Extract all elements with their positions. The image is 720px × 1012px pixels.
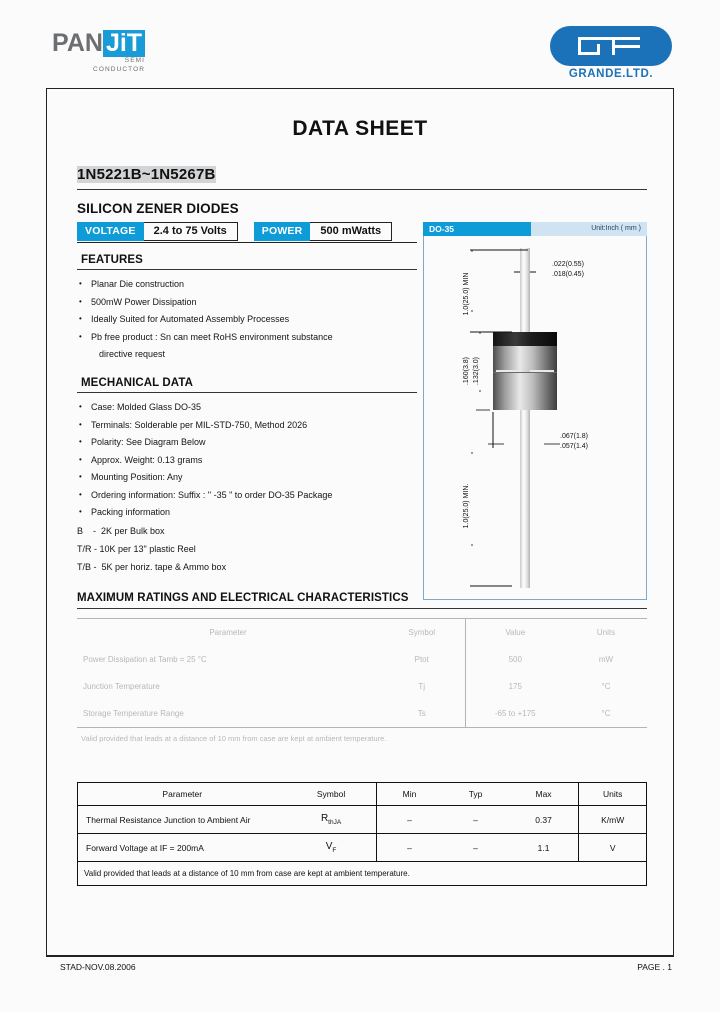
dim-body-len-min: .132(3.0) <box>473 356 480 386</box>
cell-min: – <box>376 806 442 834</box>
cell-units: K/mW <box>579 806 646 834</box>
column-header-max: Max <box>509 783 579 806</box>
list-item: • 500mW Power Dissipation <box>77 294 417 312</box>
mechanical-data-block <box>77 377 417 576</box>
table-note-row <box>77 728 647 746</box>
table-note-row <box>78 862 646 886</box>
panjit-logo <box>52 30 145 74</box>
table-header-row <box>77 619 647 647</box>
table-row <box>77 646 647 673</box>
power-badge-label: POWER <box>254 222 311 241</box>
spec-badges <box>77 222 392 241</box>
product-title: SILICON ZENER DIODES <box>77 201 239 216</box>
list-item: T/B - 5K per horiz. tape & Ammo box <box>77 561 227 572</box>
part-number-heading <box>77 166 216 183</box>
table-body <box>77 646 647 745</box>
panjit-sub-conductor: CONDUCTOR <box>93 66 146 73</box>
column-header-units: Units <box>596 628 616 637</box>
cell-symbol: Tj <box>379 673 465 700</box>
column-header-units: Units <box>579 783 646 806</box>
grande-p-bar <box>612 37 640 40</box>
cell-symbol: Ts <box>379 700 465 728</box>
column-header-parameter: Parameter <box>78 783 287 806</box>
cell-units: V <box>579 834 646 862</box>
cell-symbol: Ptot <box>379 646 465 673</box>
page-header <box>0 0 720 88</box>
list-item: • Mounting Position: Any <box>77 469 417 487</box>
table-header <box>78 783 646 806</box>
list-item: • Case: Molded Glass DO-35 <box>77 399 417 417</box>
divider-under-badges <box>77 242 417 243</box>
power-badge-value: 500 mWatts <box>310 222 392 241</box>
voltage-badge-value: 2.4 to 75 Volts <box>144 222 238 241</box>
table-row <box>78 806 646 834</box>
ratings-table-a <box>77 618 647 745</box>
list-item: • Ordering information: Suffix : " -35 " to order DO-35 Package <box>77 487 417 505</box>
grande-badge-shape <box>550 26 672 66</box>
panjit-sub-semi: SEMI <box>124 57 146 64</box>
grande-g-bar <box>578 37 612 40</box>
page-title: DATA SHEET <box>292 117 428 140</box>
cell-symbol <box>287 834 377 862</box>
dim-body-len-max: .160(3.8) <box>463 356 470 386</box>
voltage-badge-label: VOLTAGE <box>77 222 144 241</box>
symbol-subscript: thJA <box>328 819 342 826</box>
list-item: • Planar Die construction <box>77 276 417 294</box>
grande-wordmark: GRANDE.LTD. <box>568 68 654 80</box>
datasheet-frame <box>46 88 674 956</box>
table-row <box>78 834 646 862</box>
column-header-symbol: Symbol <box>379 619 465 647</box>
features-heading: FEATURES <box>81 254 143 266</box>
footer-divider <box>46 956 674 957</box>
panjit-jit-text: JiT <box>103 30 145 57</box>
package-header-strip <box>423 222 647 236</box>
ratings-heading: MAXIMUM RATINGS AND ELECTRICAL CHARACTERISTICS <box>77 592 409 604</box>
mechanical-divider <box>77 392 417 393</box>
column-header-symbol: Symbol <box>287 783 377 806</box>
cell-parameter: Junction Temperature <box>83 682 160 691</box>
page-footer <box>0 962 720 972</box>
mechanical-heading: MECHANICAL DATA <box>81 377 194 389</box>
dim-body-dia-max: .067(1.8) <box>560 433 589 440</box>
list-item: • Pb free product : Sn can meet RoHS environment substance <box>77 329 417 347</box>
cell-symbol <box>287 806 377 834</box>
cell-value: 175 <box>508 682 522 691</box>
ratings-section-header <box>77 592 647 609</box>
symbol-base: V <box>325 841 333 852</box>
table-header <box>77 619 647 647</box>
table-body <box>78 806 646 886</box>
column-header-parameter: Parameter <box>209 628 247 637</box>
cell-typ: – <box>442 834 508 862</box>
symbol-base: R <box>320 813 329 824</box>
ratings-divider <box>77 608 647 609</box>
cell-units: °C <box>565 700 647 728</box>
table-header-row <box>78 783 646 806</box>
footer-revision: STAD-NOV.08.2006 <box>60 962 136 972</box>
cell-units: °C <box>601 682 611 691</box>
list-item: • Packing information <box>77 504 417 522</box>
column-header-value: Value <box>505 628 526 637</box>
cell-parameter: Thermal Resistance Junction to Ambient Air <box>78 806 287 834</box>
cell-max: 1.1 <box>509 834 579 862</box>
grande-p-bowl <box>612 45 640 48</box>
dim-lead-length-bottom: 1.0(25.0) MIN. <box>463 483 470 529</box>
column-header-typ: Typ <box>442 783 508 806</box>
grande-g-tick <box>597 44 600 55</box>
features-divider <box>77 269 417 270</box>
footer-page-number: PAGE . 1 <box>637 962 672 972</box>
electrical-characteristics-table <box>77 782 647 886</box>
part-number-text: 1N5221B~1N5267B <box>77 166 216 183</box>
features-block <box>77 254 417 364</box>
panjit-wordmark <box>52 30 145 56</box>
column-header-min: Min <box>376 783 442 806</box>
packing-sublist <box>77 522 417 576</box>
dim-body-dia-min: .057(1.4) <box>560 443 589 450</box>
list-item: • Polarity: See Diagram Below <box>77 434 417 452</box>
cell-parameter: Storage Temperature Range <box>77 700 379 728</box>
list-item: • Terminals: Solderable per MIL-STD-750, Method 2026 <box>77 417 417 435</box>
cell-typ: – <box>442 806 508 834</box>
cell-value: 500 <box>508 655 522 664</box>
dim-lead-dia-min: .018(0.45) <box>552 271 584 278</box>
symbol-subscript: F <box>332 847 337 854</box>
mechanical-list <box>77 399 417 522</box>
cell-value: -65 to +175 <box>465 700 565 728</box>
package-unit-note: Unit:Inch ( mm ) <box>531 222 647 236</box>
features-list <box>77 276 417 364</box>
dim-lead-dia-max: .022(0.55) <box>552 261 584 268</box>
cell-units: mW <box>598 655 614 664</box>
table-note: Valid provided that leads at a distance of 10 mm from case are kept at ambient temperature. <box>81 734 387 743</box>
table-row <box>77 700 647 728</box>
divider-under-part-number <box>77 189 647 190</box>
panjit-pan-text: PAN <box>52 29 103 57</box>
list-item: B - 2K per Bulk box <box>77 525 165 536</box>
table-note: Valid provided that leads at a distance of 10 mm from case are kept at ambient temperature. <box>84 869 410 878</box>
dim-lead-length: 1.0(25.0) MIN <box>463 272 470 316</box>
maximum-ratings-table <box>77 618 647 745</box>
cell-parameter: Power Dissipation at Tamb = 25 °C <box>83 655 207 664</box>
cell-max: 0.37 <box>509 806 579 834</box>
list-item: • Ideally Suited for Automated Assembly Processes <box>77 311 417 329</box>
package-name-label: DO-35 <box>423 222 531 236</box>
do35-package-drawing <box>424 236 648 600</box>
grande-logo <box>550 26 672 80</box>
badge-spacer <box>238 222 254 241</box>
list-item: • Approx. Weight: 0.13 grams <box>77 452 417 470</box>
package-drawing-panel <box>423 236 647 600</box>
table-row <box>77 673 647 700</box>
list-item-continuation: directive request <box>99 349 166 359</box>
cell-min: – <box>376 834 442 862</box>
ratings-table-b <box>78 783 646 885</box>
list-item: T/R - 10K per 13" plastic Reel <box>77 543 196 554</box>
cell-parameter: Forward Voltage at IF = 200mA <box>78 834 287 862</box>
